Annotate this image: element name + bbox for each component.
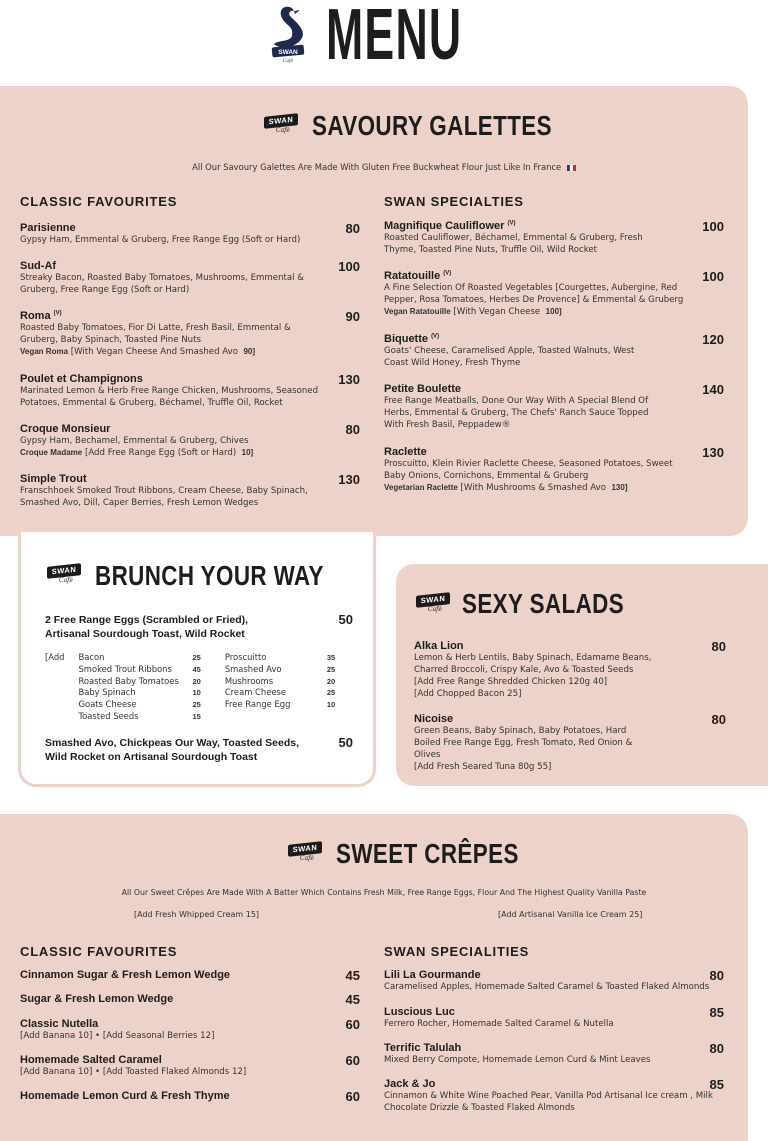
item-price: 100 bbox=[702, 269, 724, 284]
brunch-item-2-price: 50 bbox=[338, 735, 353, 750]
item-name: Terrific Talulah bbox=[384, 1042, 462, 1054]
addon-price: 25 bbox=[192, 700, 201, 710]
item-name: Sud-Af bbox=[20, 260, 57, 272]
brunch-addons bbox=[45, 652, 359, 723]
item-addon: [Add Chopped Bacon 25] bbox=[414, 689, 522, 699]
addons-table bbox=[45, 652, 359, 723]
swan-badge-icon: SWAN Café bbox=[288, 840, 322, 862]
item-price: 80 bbox=[711, 639, 726, 654]
item-price: 120 bbox=[702, 332, 724, 347]
addon-price: 15 bbox=[192, 711, 201, 721]
galettes-item bbox=[384, 333, 724, 369]
addon-name: Smashed Avo bbox=[224, 663, 282, 674]
item-description: Lemon & Herb Lentils, Baby Spinach, Edamame Beans, Charred Broccoli, Crispy Kale, Avo & Toasted Seeds bbox=[414, 653, 652, 675]
galettes-item bbox=[20, 222, 360, 246]
item-name: Biquette $^{(V)}$ bbox=[384, 333, 440, 345]
item-price: 80 bbox=[709, 968, 724, 983]
addon-price: 25 bbox=[326, 688, 336, 698]
crepe-item bbox=[20, 993, 360, 1005]
galettes-item bbox=[20, 473, 360, 509]
item-name: Magnifique Cauliflower $^{(V)}$ bbox=[384, 220, 516, 232]
item-addon: [Add Fresh Seared Tuna 80g 55] bbox=[414, 762, 552, 772]
addon-price: 25 bbox=[192, 653, 201, 662]
addon-price: 10 bbox=[192, 688, 201, 698]
crepe-item bbox=[20, 1054, 360, 1078]
galettes-item bbox=[384, 383, 724, 431]
item-price: 80 bbox=[709, 1041, 724, 1056]
crepes-panel bbox=[0, 814, 748, 1141]
addon-name: Free Range Egg bbox=[224, 699, 291, 710]
item-variant: Vegan Ratatouille [With Vegan Cheese 100] bbox=[384, 307, 562, 317]
crepes-title: SWEET CRÊPES bbox=[336, 838, 519, 869]
item-description: Streaky Bacon, Roasted Baby Tomatoes, Mushrooms, Emmental & Gruberg, Free Range Egg (Soft or Hard) bbox=[20, 273, 304, 295]
item-name: Simple Trout bbox=[20, 473, 87, 485]
addon-name: Baby Spinach bbox=[78, 687, 136, 698]
addon-name: Bacon bbox=[78, 652, 105, 662]
item-name: Nicoise bbox=[414, 713, 454, 725]
galettes-item bbox=[20, 373, 360, 409]
brunch-item-2: Smashed Avo, Chickpeas Our Way, Toasted Seeds, Wild Rocket on Artisanal Sourdough Toast bbox=[45, 737, 300, 763]
galettes-left-heading: CLASSIC FAVOURITES bbox=[20, 194, 178, 209]
addon-price: 20 bbox=[192, 676, 201, 686]
salad-item bbox=[414, 713, 726, 773]
item-price: 85 bbox=[709, 1077, 724, 1092]
item-name: Alka Lion bbox=[414, 640, 464, 652]
addon-name: Toasted Seeds bbox=[78, 710, 139, 721]
crepes-intro: All Our Sweet Crêpes Are Made With A Batter Which Contains Fresh Milk, Free Range Eggs, Flour And The Highest Quality Vanilla Paste bbox=[121, 888, 647, 897]
item-price: 60 bbox=[345, 1089, 360, 1104]
item-description: Goats' Cheese, Caramelised Apple, Toasted Walnuts, West Coast Wild Honey, Fresh Thyme bbox=[384, 346, 635, 368]
item-price: 60 bbox=[345, 1053, 360, 1068]
item-description: Gypsy Ham, Bechamel, Emmental & Gruberg, Chives bbox=[20, 436, 249, 446]
item-name: Roma $^{(V)}$ bbox=[20, 310, 62, 322]
brunch-item-1-price: 50 bbox=[338, 612, 353, 627]
addon-name: Smoked Trout Ribbons bbox=[78, 663, 172, 674]
crepes-right-heading: SWAN SPECIALITIES bbox=[384, 944, 530, 959]
item-description: Franschhoek Smoked Trout Ribbons, Cream Cheese, Baby Spinach, Smashed Avo, Dill, Caper Berries, Fresh Lemon Wedges bbox=[20, 486, 308, 508]
item-description: Caramelised Apples, Homemade Salted Caramel & Toasted Flaked Almonds bbox=[384, 982, 710, 992]
item-price: 80 bbox=[345, 422, 360, 437]
item-name: Petite Boulette bbox=[384, 383, 462, 395]
crepes-left-heading: CLASSIC FAVOURITES bbox=[20, 944, 178, 959]
crepes-badge bbox=[288, 840, 322, 862]
crepe-item bbox=[20, 1018, 360, 1042]
item-name: Sugar & Fresh Lemon Wedge bbox=[20, 993, 174, 1005]
item-name: Homemade Salted Caramel bbox=[20, 1054, 162, 1066]
item-name: Classic Nutella bbox=[20, 1018, 99, 1030]
svg-text:Café: Café bbox=[282, 59, 294, 64]
brunch-badge bbox=[47, 562, 81, 584]
salads-badge bbox=[416, 591, 450, 613]
galettes-item bbox=[384, 220, 724, 256]
item-price: 80 bbox=[711, 712, 726, 727]
item-name: Homemade Lemon Curd & Fresh Thyme bbox=[20, 1090, 230, 1102]
item-price: 80 bbox=[345, 221, 360, 236]
addon-name: Goats Cheese bbox=[78, 699, 137, 710]
swan-badge-icon: SWAN Café bbox=[416, 591, 450, 613]
item-price: 60 bbox=[345, 1017, 360, 1032]
crepes-add-left: [Add Fresh Whipped Cream 15] bbox=[134, 910, 260, 919]
item-variant: Vegan Roma [With Vegan Cheese And Smashed Avo 90] bbox=[20, 347, 256, 357]
galettes-item bbox=[20, 423, 360, 459]
item-description: Cinnamon & White Wine Poached Pear, Vanilla Pod Artisanal Ice cream , Milk Chocolate Drizzle & Toasted Flaked Almonds bbox=[384, 1091, 713, 1113]
item-name: Ratatouille $^{(V)}$ bbox=[384, 270, 452, 282]
addon-price: 45 bbox=[192, 664, 201, 674]
swan-badge-icon: SWAN Café bbox=[264, 112, 298, 134]
item-name: Jack & Jo bbox=[384, 1078, 436, 1090]
addon-name: Roasted Baby Tomatoes bbox=[78, 675, 179, 686]
item-addon: [Add Free Range Shredded Chicken 120g 40] bbox=[414, 677, 608, 687]
crepes-add-right: [Add Artisanal Vanilla Ice Cream 25] bbox=[498, 910, 643, 919]
galettes-item bbox=[20, 310, 360, 358]
item-price: 100 bbox=[338, 259, 360, 274]
addon-price: 25 bbox=[326, 664, 336, 674]
crepe-item bbox=[384, 1078, 724, 1114]
brunch-title: BRUNCH YOUR WAY bbox=[95, 560, 324, 591]
item-description: [Add Banana 10] • [Add Seasonal Berries 12] bbox=[20, 1031, 215, 1041]
item-name: Parisienne bbox=[20, 222, 76, 234]
item-description: Gypsy Ham, Emmental & Gruberg, Free Range Egg (Soft or Hard) bbox=[20, 235, 301, 245]
crepe-item bbox=[384, 1042, 724, 1066]
addon-price: 10 bbox=[326, 700, 336, 710]
addon-name: Proscuitto bbox=[224, 652, 267, 662]
galettes-title: SAVOURY GALETTES bbox=[312, 110, 552, 141]
crepe-item bbox=[384, 969, 724, 993]
item-description: Mixed Berry Compote, Homemade Lemon Curd & Mint Leaves bbox=[384, 1055, 651, 1065]
salads-panel bbox=[396, 564, 768, 786]
item-price: 100 bbox=[702, 219, 724, 234]
french-flag-icon bbox=[567, 165, 576, 171]
item-price: 130 bbox=[702, 445, 724, 460]
header-logo bbox=[266, 2, 310, 64]
item-name: Cinnamon Sugar & Fresh Lemon Wedge bbox=[20, 969, 231, 981]
item-price: 130 bbox=[338, 372, 360, 387]
item-price: 90 bbox=[345, 309, 360, 324]
item-name: Croque Monsieur bbox=[20, 423, 111, 435]
item-description: Green Beans, Baby Spinach, Baby Potatoes, Hard Boiled Free Range Egg, Fresh Tomato, Red Onion & Olives bbox=[414, 726, 633, 760]
item-description: A Fine Selection Of Roasted Vegetables [Courgettes, Aubergine, Red Pepper, Rosa Tomatoes, Herbes De Provence] & Emmental & Gruberg bbox=[384, 283, 684, 305]
item-name: Poulet et Champignons bbox=[20, 373, 143, 385]
galettes-intro: All Our Savoury Galettes Are Made With Gluten Free Buckwheat Flour Just Like In France bbox=[0, 162, 768, 172]
galettes-panel bbox=[0, 86, 748, 536]
add-label: [Add bbox=[45, 652, 65, 662]
addon-name: Cream Cheese bbox=[224, 687, 287, 698]
swan-badge-icon: SWAN Café bbox=[47, 562, 81, 584]
galettes-item bbox=[384, 270, 724, 318]
item-description: Marinated Lemon & Herb Free Range Chicken, Mushrooms, Seasoned Potatoes, Emmental & Gruberg, Béchamel, Truffle Oil, Rocket bbox=[20, 386, 319, 408]
item-name: Lili La Gourmande bbox=[384, 969, 481, 981]
item-price: 85 bbox=[709, 1005, 724, 1020]
item-name: Raclette bbox=[384, 446, 427, 458]
item-variant: Vegetarian Raclette [With Mushrooms & Smashed Avo 130] bbox=[384, 483, 628, 493]
item-price: 45 bbox=[345, 968, 360, 983]
item-description: [Add Banana 10] • [Add Toasted Flaked Almonds 12] bbox=[20, 1067, 247, 1077]
galettes-right-heading: SWAN SPECIALTIES bbox=[384, 194, 524, 209]
item-description: Proscuitto, Klein Rivier Raclette Cheese, Seasoned Potatoes, Sweet Baby Onions, Cornichons, Emmental & Gruberg bbox=[384, 459, 673, 481]
item-description: Ferrero Rocher, Homemade Salted Caramel & Nutella bbox=[384, 1019, 614, 1029]
salad-item bbox=[414, 640, 726, 700]
addon-price: 35 bbox=[326, 653, 336, 662]
item-description: Free Range Meatballs, Done Our Way With A Special Blend Of Herbs, Emmental & Gruberg, The Chefs' Ranch Sauce Topped With Fresh Basil, Peppadew® bbox=[384, 396, 649, 430]
salads-title: SEXY SALADS bbox=[462, 588, 625, 619]
galettes-item bbox=[20, 260, 360, 296]
item-description: Roasted Baby Tomatoes, Fior Di Latte, Fresh Basil, Emmental & Gruberg, Baby Spinach, Toasted Pine Nuts bbox=[20, 323, 291, 345]
item-price: 140 bbox=[702, 382, 724, 397]
item-description: Roasted Cauliflower, Béchamel, Emmental & Gruberg, Fresh Thyme, Toasted Pine Nuts, Truffle Oil, Wild Rocket bbox=[384, 233, 643, 255]
galettes-item bbox=[384, 446, 724, 494]
item-variant: Croque Madame [Add Free Range Egg (Soft or Hard) 10] bbox=[20, 448, 254, 458]
addon-name: Mushrooms bbox=[224, 675, 274, 686]
addon-price: 20 bbox=[326, 676, 336, 686]
item-price: 130 bbox=[338, 472, 360, 487]
crepe-item bbox=[20, 1090, 360, 1102]
galettes-badge bbox=[264, 112, 298, 134]
crepe-item bbox=[20, 969, 360, 981]
brunch-item-1: 2 Free Range Eggs (Scrambled or Fried), Artisanal Sourdough Toast, Wild Rocket bbox=[45, 614, 249, 640]
swan-logo-icon bbox=[266, 2, 310, 64]
crepe-item bbox=[384, 1006, 724, 1030]
brunch-card bbox=[18, 532, 376, 787]
svg-text:SWAN: SWAN bbox=[278, 49, 298, 56]
page-title: MENU bbox=[326, 0, 463, 75]
item-price: 45 bbox=[345, 992, 360, 1007]
item-name: Luscious Luc bbox=[384, 1006, 455, 1018]
